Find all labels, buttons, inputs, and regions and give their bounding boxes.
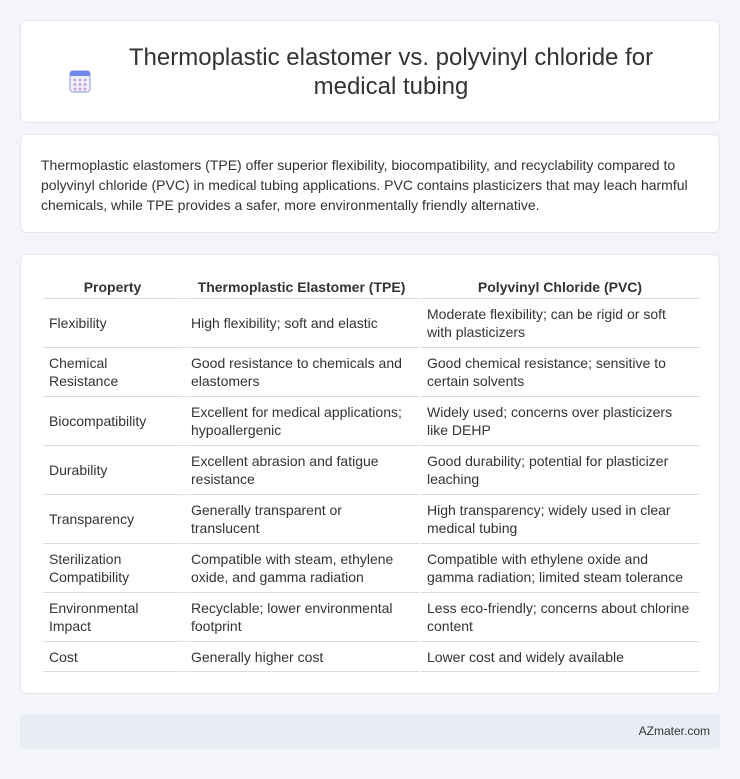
pvc-cell: Less eco-friendly; concerns about chlorine content — [421, 593, 699, 642]
pvc-cell: Lower cost and widely available — [421, 642, 699, 672]
pvc-cell: Moderate flexibility; can be rigid or soft with plasticizers — [421, 299, 699, 348]
table-row — [43, 544, 699, 593]
tpe-cell: Generally transparent or translucent — [185, 495, 421, 544]
table-row — [43, 495, 699, 544]
pvc-cell: Compatible with ethylene oxide and gamma radiation; limited steam tolerance — [421, 544, 699, 593]
table-row — [43, 348, 699, 397]
property-cell: Flexibility — [43, 299, 185, 348]
property-cell: Environmental Impact — [43, 593, 185, 642]
page-title: Thermoplastic elastomer vs. polyvinyl chloride for medical tubing — [128, 43, 654, 100]
summary-text: Thermoplastic elastomers (TPE) offer superior flexibility, biocompatibility, and recyclability compared to polyvinyl chloride (PVC) in medical tubing applications. PVC contains plasticizers that may leach harmful chemicals, while TPE provides a safer, more environmentally friendly alternative. — [41, 157, 688, 213]
table-row — [43, 593, 699, 642]
pvc-cell: Widely used; concerns over plasticizers like DEHP — [421, 397, 699, 446]
property-cell: Transparency — [43, 495, 185, 544]
footer — [20, 714, 720, 749]
table-row — [43, 446, 699, 495]
comparison-table-card — [20, 254, 720, 694]
tpe-cell: High flexibility; soft and elastic — [185, 299, 421, 348]
pvc-cell: Good durability; potential for plasticizer leaching — [421, 446, 699, 495]
table-header-row — [43, 273, 699, 299]
table-row — [43, 299, 699, 348]
pvc-cell: Good chemical resistance; sensitive to certain solvents — [421, 348, 699, 397]
summary-card — [20, 134, 720, 233]
property-cell: Durability — [43, 446, 185, 495]
tpe-cell: Excellent for medical applications; hypoallergenic — [185, 397, 421, 446]
column-header-property: Property — [43, 273, 185, 299]
property-cell: Sterilization Compatibility — [43, 544, 185, 593]
property-cell: Chemical Resistance — [43, 348, 185, 397]
tpe-cell: Excellent abrasion and fatigue resistance — [185, 446, 421, 495]
property-cell: Cost — [43, 642, 185, 672]
table-row — [43, 642, 699, 672]
tpe-cell: Recyclable; lower environmental footprint — [185, 593, 421, 642]
column-header-pvc: Polyvinyl Chloride (PVC) — [421, 273, 699, 299]
footer-site-link[interactable]: AZmater.com — [638, 724, 710, 738]
tpe-cell: Good resistance to chemicals and elastomers — [185, 348, 421, 397]
tpe-cell: Generally higher cost — [185, 642, 421, 672]
tpe-cell: Compatible with steam, ethylene oxide, and gamma radiation — [185, 544, 421, 593]
pvc-cell: High transparency; widely used in clear medical tubing — [421, 495, 699, 544]
property-cell: Biocompatibility — [43, 397, 185, 446]
table-row — [43, 397, 699, 446]
title-card — [20, 20, 720, 123]
calendar-icon — [69, 69, 91, 93]
title-wrap — [69, 43, 671, 101]
column-header-tpe: Thermoplastic Elastomer (TPE) — [185, 273, 421, 299]
comparison-table — [43, 273, 699, 672]
